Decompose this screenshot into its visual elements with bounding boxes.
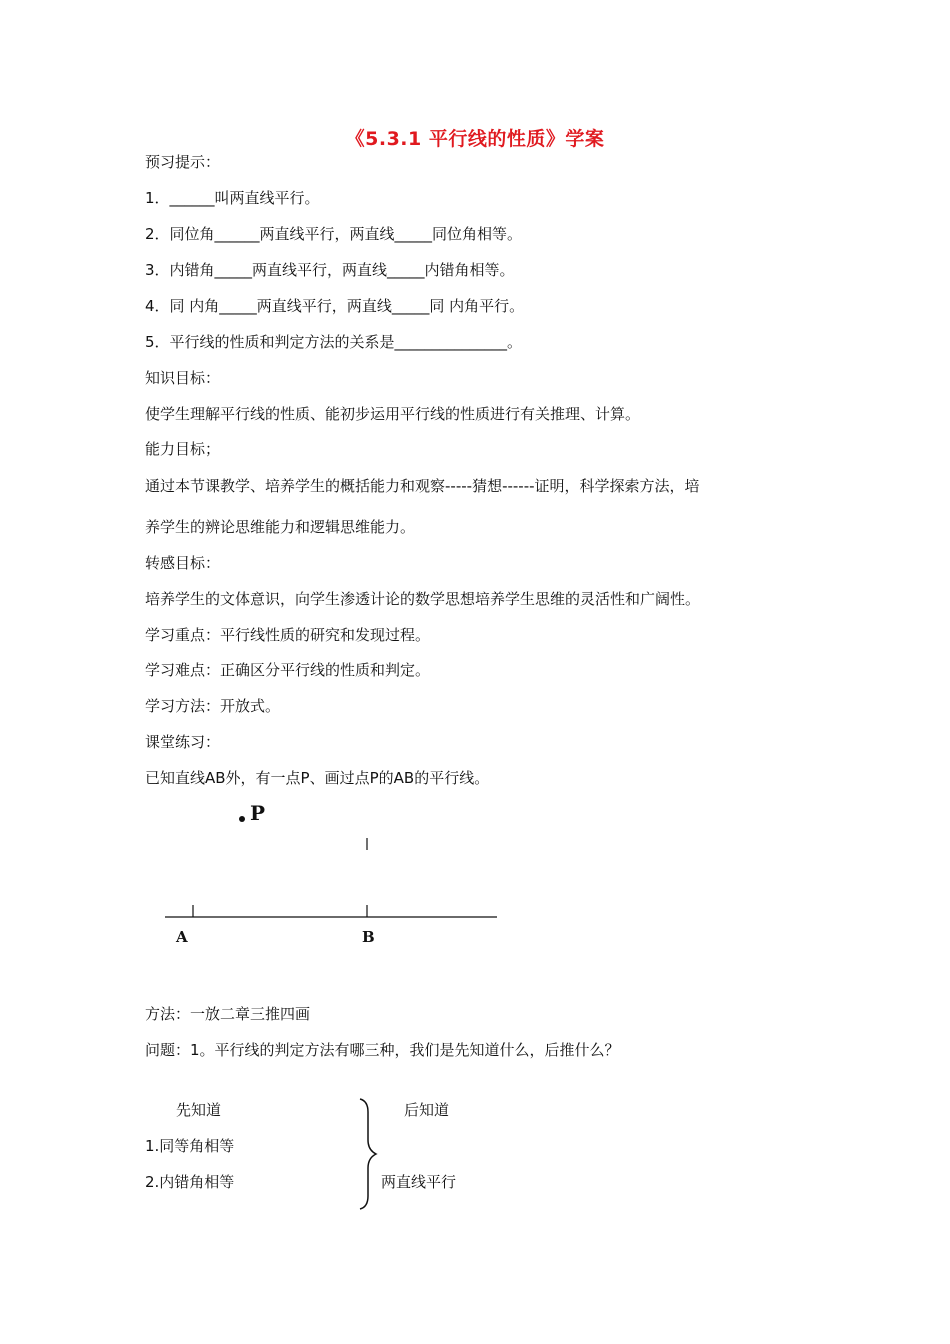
- later-known-heading: 后知道: [404, 1101, 450, 1119]
- method-steps: 方法：一放二章三推四画: [145, 1005, 311, 1023]
- emotion-text: 培养学生的文体意识，向学生渗透计论的数学思想培养学生思维的灵活性和广阔性。: [145, 590, 701, 608]
- learning-method: 学习方法：开放式。: [145, 697, 281, 715]
- ability-heading: 能力目标；: [145, 440, 221, 458]
- condition-item-1: 1.同等角相等: [145, 1137, 235, 1155]
- knowledge-heading: 知识目标：: [145, 369, 221, 387]
- point-b-label: B: [362, 928, 375, 946]
- curly-brace: [360, 1099, 376, 1209]
- ability-text-1: 通过本节课教学、培养学生的概括能力和观察-----猜想------证明，科学探索方法，培: [145, 477, 700, 495]
- practice-text: 已知直线AB外，有一点P、画过点P的AB的平行线。: [145, 769, 490, 787]
- preview-heading: 预习提示：: [145, 153, 221, 171]
- preview-item-1: 1．______叫两直线平行。: [145, 189, 320, 207]
- practice-heading: 课堂练习：: [145, 733, 221, 751]
- point-p-dot: [239, 816, 245, 822]
- preview-item-4: 4．同 内角_____两直线平行，两直线_____同 内角平行。: [145, 297, 525, 315]
- conclusion-text: 两直线平行: [381, 1173, 457, 1191]
- preview-item-2: 2．同位角______两直线平行，两直线_____同位角相等。: [145, 225, 523, 243]
- key-point: 学习重点：平行线性质的研究和发现过程。: [145, 626, 431, 644]
- knowledge-text: 使学生理解平行线的性质、能初步运用平行线的性质进行有关推理、计算。: [145, 405, 641, 423]
- point-a-label: A: [176, 928, 188, 946]
- difficulty: 学习难点：正确区分平行线的性质和判定。: [145, 661, 431, 679]
- ability-text-2: 养学生的辨论思维能力和逻辑思维能力。: [145, 518, 416, 536]
- preview-item-5: 5．平行线的性质和判定方法的关系是_______________。: [145, 333, 523, 351]
- preview-item-3: 3．内错角_____两直线平行，两直线_____内错角相等。: [145, 261, 515, 279]
- document-title: 《5.3.1 平行线的性质》学案: [345, 128, 605, 150]
- point-p-label: P: [250, 801, 266, 825]
- emotion-heading: 转感目标：: [145, 554, 221, 572]
- first-known-heading: 先知道: [176, 1101, 222, 1119]
- condition-item-2: 2.内错角相等: [145, 1173, 235, 1191]
- question-text: 问题：1。平行线的判定方法有哪三种，我们是先知道什么，后推什么？: [145, 1041, 620, 1059]
